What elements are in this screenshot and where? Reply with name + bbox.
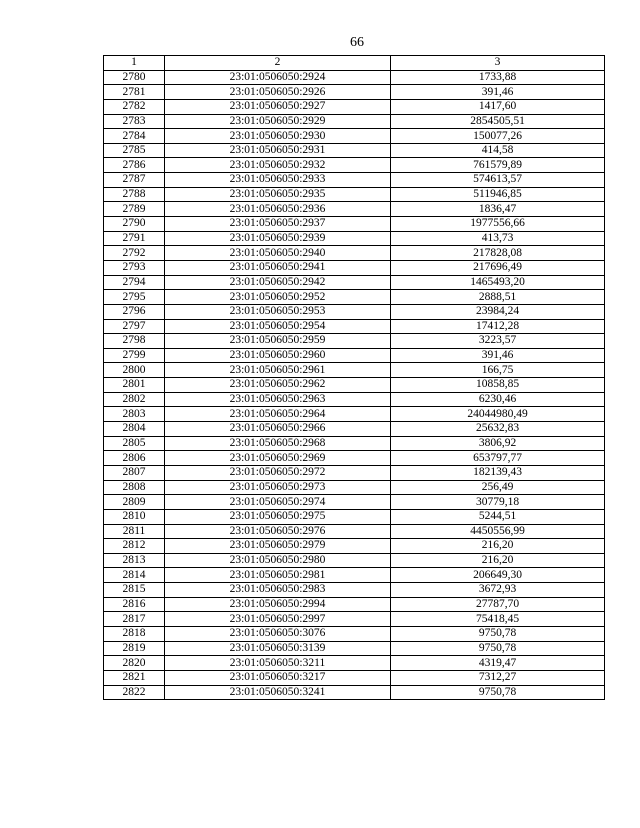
cadastral-number-cell: 23:01:0506050:2980 [165, 553, 391, 568]
table-row [104, 334, 605, 349]
table-row [104, 173, 605, 188]
value-cell: 75418,45 [391, 612, 605, 627]
row-number-cell: 2814 [104, 568, 165, 583]
value-cell: 414,58 [391, 143, 605, 158]
value-cell: 6230,46 [391, 392, 605, 407]
value-cell: 23984,24 [391, 304, 605, 319]
row-number-cell: 2795 [104, 290, 165, 305]
row-number-cell: 2804 [104, 422, 165, 437]
table-row [104, 129, 605, 144]
value-cell: 1733,88 [391, 70, 605, 85]
table-row [104, 158, 605, 173]
table-row [104, 670, 605, 685]
cadastral-number-cell: 23:01:0506050:3139 [165, 641, 391, 656]
value-cell: 9750,78 [391, 641, 605, 656]
value-cell: 1977556,66 [391, 217, 605, 232]
cadastral-number-cell: 23:01:0506050:2953 [165, 304, 391, 319]
row-number-cell: 2794 [104, 275, 165, 290]
table-row [104, 187, 605, 202]
table-row [104, 70, 605, 85]
table-body [104, 56, 605, 700]
column-header: 1 [104, 56, 165, 71]
table-row [104, 348, 605, 363]
row-number-cell: 2813 [104, 553, 165, 568]
value-cell: 216,20 [391, 539, 605, 554]
value-cell: 216,20 [391, 553, 605, 568]
table-row [104, 626, 605, 641]
cadastral-number-cell: 23:01:0506050:2973 [165, 480, 391, 495]
value-cell: 511946,85 [391, 187, 605, 202]
row-number-cell: 2815 [104, 583, 165, 598]
table-row [104, 260, 605, 275]
row-number-cell: 2816 [104, 597, 165, 612]
table-row [104, 583, 605, 598]
cadastral-number-cell: 23:01:0506050:2941 [165, 260, 391, 275]
row-number-cell: 2812 [104, 539, 165, 554]
value-cell: 1836,47 [391, 202, 605, 217]
table-row [104, 509, 605, 524]
value-cell: 17412,28 [391, 319, 605, 334]
cadastral-number-cell: 23:01:0506050:2940 [165, 246, 391, 261]
row-number-cell: 2811 [104, 524, 165, 539]
row-number-cell: 2808 [104, 480, 165, 495]
value-cell: 256,49 [391, 480, 605, 495]
table-row [104, 524, 605, 539]
value-cell: 27787,70 [391, 597, 605, 612]
table-row [104, 612, 605, 627]
value-cell: 3806,92 [391, 436, 605, 451]
table-row [104, 465, 605, 480]
value-cell: 24044980,49 [391, 407, 605, 422]
table-row [104, 480, 605, 495]
row-number-cell: 2809 [104, 495, 165, 510]
row-number-cell: 2788 [104, 187, 165, 202]
value-cell: 574613,57 [391, 173, 605, 188]
cadastral-number-cell: 23:01:0506050:2926 [165, 85, 391, 100]
row-number-cell: 2801 [104, 378, 165, 393]
table-row [104, 553, 605, 568]
table-row [104, 656, 605, 671]
value-cell: 1465493,20 [391, 275, 605, 290]
row-number-cell: 2799 [104, 348, 165, 363]
value-cell: 9750,78 [391, 685, 605, 700]
table-row [104, 363, 605, 378]
row-number-cell: 2817 [104, 612, 165, 627]
cadastral-number-cell: 23:01:0506050:2981 [165, 568, 391, 583]
table-row [104, 641, 605, 656]
cadastral-number-cell: 23:01:0506050:2968 [165, 436, 391, 451]
cadastral-number-cell: 23:01:0506050:2979 [165, 539, 391, 554]
row-number-cell: 2807 [104, 465, 165, 480]
cadastral-number-cell: 23:01:0506050:3241 [165, 685, 391, 700]
row-number-cell: 2803 [104, 407, 165, 422]
cadastral-number-cell: 23:01:0506050:2929 [165, 114, 391, 129]
value-cell: 413,73 [391, 231, 605, 246]
table-row [104, 451, 605, 466]
row-number-cell: 2810 [104, 509, 165, 524]
cadastral-number-cell: 23:01:0506050:2963 [165, 392, 391, 407]
value-cell: 217696,49 [391, 260, 605, 275]
cadastral-number-cell: 23:01:0506050:3217 [165, 670, 391, 685]
value-cell: 206649,30 [391, 568, 605, 583]
cadastral-number-cell: 23:01:0506050:2964 [165, 407, 391, 422]
cadastral-number-cell: 23:01:0506050:2975 [165, 509, 391, 524]
row-number-cell: 2805 [104, 436, 165, 451]
table-row [104, 304, 605, 319]
cadastral-number-cell: 23:01:0506050:2997 [165, 612, 391, 627]
row-number-cell: 2796 [104, 304, 165, 319]
row-number-cell: 2785 [104, 143, 165, 158]
row-number-cell: 2786 [104, 158, 165, 173]
value-cell: 182139,43 [391, 465, 605, 480]
cadastral-number-cell: 23:01:0506050:2936 [165, 202, 391, 217]
row-number-cell: 2822 [104, 685, 165, 700]
table-row [104, 436, 605, 451]
cadastral-number-cell: 23:01:0506050:2959 [165, 334, 391, 349]
value-cell: 761579,89 [391, 158, 605, 173]
cadastral-number-cell: 23:01:0506050:3076 [165, 626, 391, 641]
row-number-cell: 2789 [104, 202, 165, 217]
value-cell: 391,46 [391, 348, 605, 363]
table-header-row [104, 56, 605, 71]
cadastral-number-cell: 23:01:0506050:2933 [165, 173, 391, 188]
table-row [104, 392, 605, 407]
column-header: 2 [165, 56, 391, 71]
value-cell: 166,75 [391, 363, 605, 378]
table-row [104, 422, 605, 437]
row-number-cell: 2793 [104, 260, 165, 275]
table-row [104, 597, 605, 612]
row-number-cell: 2780 [104, 70, 165, 85]
cadastral-number-cell: 23:01:0506050:2969 [165, 451, 391, 466]
cadastral-number-cell: 23:01:0506050:2942 [165, 275, 391, 290]
table-row [104, 539, 605, 554]
value-cell: 2854505,51 [391, 114, 605, 129]
row-number-cell: 2802 [104, 392, 165, 407]
row-number-cell: 2792 [104, 246, 165, 261]
value-cell: 4319,47 [391, 656, 605, 671]
cadastral-number-cell: 23:01:0506050:3211 [165, 656, 391, 671]
cadastral-number-cell: 23:01:0506050:2924 [165, 70, 391, 85]
row-number-cell: 2787 [104, 173, 165, 188]
table-row [104, 568, 605, 583]
column-header: 3 [391, 56, 605, 71]
table-row [104, 202, 605, 217]
cadastral-number-cell: 23:01:0506050:2960 [165, 348, 391, 363]
value-cell: 25632,83 [391, 422, 605, 437]
cadastral-number-cell: 23:01:0506050:2932 [165, 158, 391, 173]
row-number-cell: 2819 [104, 641, 165, 656]
cadastral-number-cell: 23:01:0506050:2974 [165, 495, 391, 510]
row-number-cell: 2821 [104, 670, 165, 685]
table-row [104, 85, 605, 100]
table-row [104, 495, 605, 510]
row-number-cell: 2820 [104, 656, 165, 671]
cadastral-number-cell: 23:01:0506050:2962 [165, 378, 391, 393]
row-number-cell: 2783 [104, 114, 165, 129]
row-number-cell: 2784 [104, 129, 165, 144]
value-cell: 5244,51 [391, 509, 605, 524]
value-cell: 653797,77 [391, 451, 605, 466]
value-cell: 10858,85 [391, 378, 605, 393]
row-number-cell: 2790 [104, 217, 165, 232]
cadastral-number-cell: 23:01:0506050:2994 [165, 597, 391, 612]
cadastral-number-cell: 23:01:0506050:2976 [165, 524, 391, 539]
cadastral-number-cell: 23:01:0506050:2939 [165, 231, 391, 246]
table-row [104, 275, 605, 290]
table-row [104, 231, 605, 246]
table-row [104, 319, 605, 334]
table-row [104, 143, 605, 158]
cadastral-number-cell: 23:01:0506050:2954 [165, 319, 391, 334]
cadastral-number-cell: 23:01:0506050:2952 [165, 290, 391, 305]
value-cell: 3223,57 [391, 334, 605, 349]
value-cell: 4450556,99 [391, 524, 605, 539]
table-row [104, 114, 605, 129]
cadastral-number-cell: 23:01:0506050:2972 [165, 465, 391, 480]
value-cell: 1417,60 [391, 99, 605, 114]
cadastral-number-cell: 23:01:0506050:2935 [165, 187, 391, 202]
value-cell: 150077,26 [391, 129, 605, 144]
table-row [104, 99, 605, 114]
table-row [104, 407, 605, 422]
value-cell: 3672,93 [391, 583, 605, 598]
row-number-cell: 2781 [104, 85, 165, 100]
value-cell: 7312,27 [391, 670, 605, 685]
cadastral-number-cell: 23:01:0506050:2931 [165, 143, 391, 158]
value-cell: 217828,08 [391, 246, 605, 261]
cadastral-number-cell: 23:01:0506050:2983 [165, 583, 391, 598]
row-number-cell: 2782 [104, 99, 165, 114]
table-row [104, 246, 605, 261]
table-row [104, 217, 605, 232]
row-number-cell: 2806 [104, 451, 165, 466]
row-number-cell: 2791 [104, 231, 165, 246]
row-number-cell: 2797 [104, 319, 165, 334]
value-cell: 391,46 [391, 85, 605, 100]
value-cell: 30779,18 [391, 495, 605, 510]
cadastral-number-cell: 23:01:0506050:2961 [165, 363, 391, 378]
value-cell: 2888,51 [391, 290, 605, 305]
table-row [104, 685, 605, 700]
cadastral-number-cell: 23:01:0506050:2930 [165, 129, 391, 144]
row-number-cell: 2800 [104, 363, 165, 378]
cadastral-number-cell: 23:01:0506050:2927 [165, 99, 391, 114]
value-cell: 9750,78 [391, 626, 605, 641]
page-number: 66 [350, 35, 364, 50]
cadastral-number-cell: 23:01:0506050:2937 [165, 217, 391, 232]
table-row [104, 290, 605, 305]
row-number-cell: 2818 [104, 626, 165, 641]
data-table [103, 55, 605, 700]
cadastral-number-cell: 23:01:0506050:2966 [165, 422, 391, 437]
table-row [104, 378, 605, 393]
row-number-cell: 2798 [104, 334, 165, 349]
